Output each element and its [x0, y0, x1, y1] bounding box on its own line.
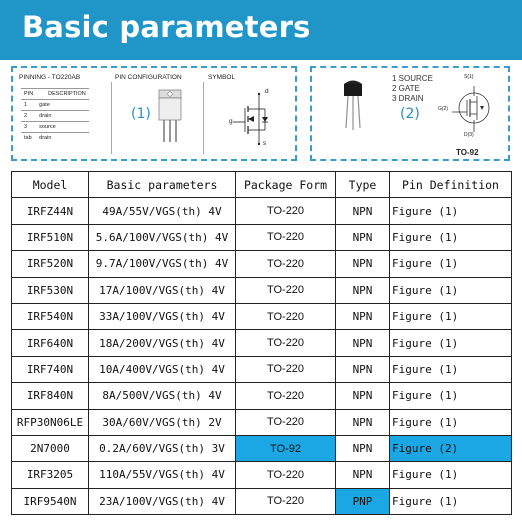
pin-row: [21, 122, 89, 133]
divider: [111, 82, 112, 154]
package-cell: TO-220: [236, 277, 336, 303]
table-row: [12, 435, 512, 461]
table-row: [12, 356, 512, 382]
pin-definition-cell: Figure (1): [390, 462, 512, 488]
parameters-cell: 23A/100V/VGS(th) 4V: [89, 488, 236, 514]
pin-config-title: PIN CONFIGURATION: [115, 74, 182, 81]
symbol-title: SYMBOL: [208, 74, 236, 81]
pin-row: [21, 111, 89, 122]
table-row: [12, 330, 512, 356]
pin-definition-cell: Figure (1): [390, 356, 512, 382]
table-row: [12, 488, 512, 514]
type-cell: NPN: [336, 409, 390, 435]
pin-definition-cell: Figure (1): [390, 224, 512, 250]
pin-number: 3: [21, 122, 36, 133]
package-cell: TO-220: [236, 409, 336, 435]
package-cell: TO-220: [236, 383, 336, 409]
package-cell: TO-220: [236, 462, 336, 488]
model-cell: IRF840N: [12, 383, 89, 409]
pinning-title: PINNING - TO220AB: [19, 74, 81, 81]
parameters-cell: 49A/55V/VGS(th) 4V: [89, 198, 236, 224]
package-label: TO-92: [456, 148, 479, 157]
pin-row: [21, 133, 89, 144]
figure-2-label: (2): [400, 106, 420, 122]
model-cell: IRF3205: [12, 462, 89, 488]
figure-2-panel: [310, 66, 510, 161]
pin-number: 2: [21, 111, 36, 122]
parameters-cell: 9.7A/100V/VGS(th) 4V: [89, 251, 236, 277]
col-header-pin-definition: Pin Definition: [390, 172, 512, 198]
pin-definition-cell: Figure (1): [390, 251, 512, 277]
legend-item: 3 DRAIN: [392, 94, 424, 103]
package-cell: TO-220: [236, 198, 336, 224]
table-row: [12, 277, 512, 303]
model-cell: IRF530N: [12, 277, 89, 303]
parameters-cell: 33A/100V/VGS(th) 4V: [89, 303, 236, 329]
pin-col-header: PIN: [21, 89, 36, 100]
pin-desc: drain: [36, 111, 89, 122]
pin-definition-cell: Figure (1): [390, 303, 512, 329]
parameters-cell: 30A/60V/VGS(th) 2V: [89, 409, 236, 435]
table-row: [12, 198, 512, 224]
type-cell: NPN: [336, 303, 390, 329]
type-cell: NPN: [336, 383, 390, 409]
table-row: [12, 224, 512, 250]
col-header-type: Type: [336, 172, 390, 198]
source-pin-label: S(1): [464, 74, 474, 80]
parameters-cell: 5.6A/100V/VGS(th) 4V: [89, 224, 236, 250]
parameters-table: [11, 171, 512, 515]
package-cell: TO-92: [236, 435, 336, 461]
model-cell: 2N7000: [12, 435, 89, 461]
symbol-drain-label: d: [265, 88, 269, 95]
type-cell: NPN: [336, 356, 390, 382]
gate-pin-label: G(2): [438, 106, 448, 112]
model-cell: IRF740N: [12, 356, 89, 382]
package-cell: TO-220: [236, 251, 336, 277]
table-row: [12, 409, 512, 435]
pin-desc: drain: [36, 133, 89, 144]
pin-definition-cell: Figure (2): [390, 435, 512, 461]
model-cell: RFP30N06LE: [12, 409, 89, 435]
parameters-cell: 17A/100V/VGS(th) 4V: [89, 277, 236, 303]
mosfet-symbol-icon: [229, 88, 279, 150]
table-row: [12, 383, 512, 409]
legend-item: 1 SOURCE: [392, 74, 433, 83]
pin-number: 1: [21, 100, 36, 111]
model-cell: IRF510N: [12, 224, 89, 250]
pin-row: [21, 100, 89, 111]
table-row: [12, 462, 512, 488]
type-cell: NPN: [336, 462, 390, 488]
model-cell: IRF9540N: [12, 488, 89, 514]
pin-definition-cell: Figure (1): [390, 198, 512, 224]
pin-definition-cell: Figure (1): [390, 330, 512, 356]
to92-package-icon: [340, 78, 370, 136]
pin-definition-cell: Figure (1): [390, 277, 512, 303]
mosfet-symbol-icon: [450, 84, 500, 134]
model-cell: IRF540N: [12, 303, 89, 329]
pin-legend: [392, 74, 433, 104]
pinning-table: [21, 88, 89, 143]
page-title: Basic parameters: [22, 10, 311, 44]
type-cell: NPN: [336, 277, 390, 303]
col-header-model: Model: [12, 172, 89, 198]
parameters-cell: 18A/200V/VGS(th) 4V: [89, 330, 236, 356]
package-cell: TO-220: [236, 356, 336, 382]
parameters-cell: 110A/55V/VGS(th) 4V: [89, 462, 236, 488]
model-cell: IRF520N: [12, 251, 89, 277]
pin-number: tab: [21, 133, 36, 144]
to220-package-icon: [151, 86, 191, 152]
legend-item: 2 GATE: [392, 84, 420, 93]
pin-desc: source: [36, 122, 89, 133]
col-header-parameters: Basic parameters: [89, 172, 236, 198]
divider: [203, 82, 204, 154]
type-cell: NPN: [336, 224, 390, 250]
symbol-source-label: s: [263, 140, 267, 147]
parameters-cell: 0.2A/60V/VGS(th) 3V: [89, 435, 236, 461]
figure-1-panel: [11, 66, 297, 161]
package-cell: TO-220: [236, 488, 336, 514]
type-cell: NPN: [336, 251, 390, 277]
pin-definition-cell: Figure (1): [390, 383, 512, 409]
model-cell: IRF640N: [12, 330, 89, 356]
pin-definition-cell: Figure (1): [390, 409, 512, 435]
type-cell: NPN: [336, 435, 390, 461]
col-header-package: Package Form: [236, 172, 336, 198]
table-row: [12, 251, 512, 277]
table-row: [12, 303, 512, 329]
model-cell: IRFZ44N: [12, 198, 89, 224]
symbol-gate-label: g: [229, 118, 233, 125]
package-cell: TO-220: [236, 224, 336, 250]
figure-1-label: (1): [131, 106, 151, 122]
drain-pin-label: D(3): [464, 132, 474, 138]
package-cell: TO-220: [236, 303, 336, 329]
pin-desc: gate: [36, 100, 89, 111]
package-cell: TO-220: [236, 330, 336, 356]
type-cell: NPN: [336, 330, 390, 356]
pin-definition-cell: Figure (1): [390, 488, 512, 514]
type-cell: NPN: [336, 198, 390, 224]
header-banner: [0, 0, 522, 60]
parameters-cell: 10A/400V/VGS(th) 4V: [89, 356, 236, 382]
table-header-row: [12, 172, 512, 198]
desc-col-header: DESCRIPTION: [36, 89, 89, 100]
type-cell: PNP: [336, 488, 390, 514]
parameters-cell: 8A/500V/VGS(th) 4V: [89, 383, 236, 409]
